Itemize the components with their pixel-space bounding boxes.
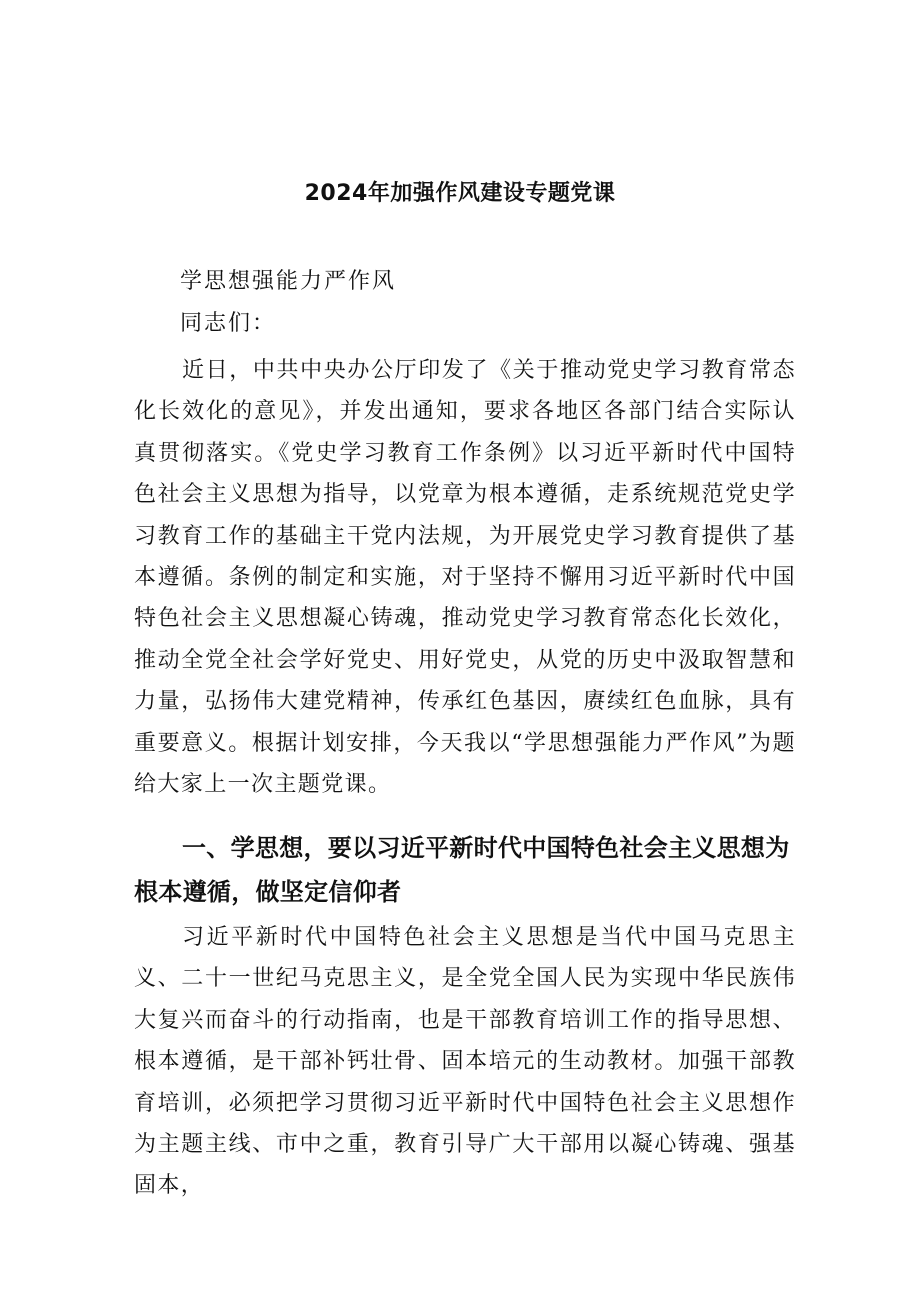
section-heading-1: 一、学思想，要以习近平新时代中国特色社会主义思想为根本遵循，做坚定信仰者 (134, 834, 790, 906)
document-subtitle: 学思想强能力严作风 (180, 269, 397, 294)
greeting: 同志们： (180, 311, 277, 336)
paragraph-intro: 近日，中共中央办公厅印发了《关于推动党史学习教育常态化长效化的意见》，并发出通知，要求各地区各部门结合实际认真贯彻落实。《党史学习教育工作条例》以习近平新时代中国特色社会主义思想为指导，以党章为根本遵循，走系统规范党史学习教育工作的基础主干党内法规，为开展党史学习教育提供了基本遵循。条例的制定和实施，对于坚持不懈用习近平新时代中国特色社会主义思想凝心铸魂，推动党史学习教育常态化长效化，推动全党全社会学好党史、用好党史，从党的历史中汲取智慧和力量，弘扬伟大建党精神，传承红色基因，赓续红色血脉，具有重要意义。根据计划安排，今天我以“学思想强能力严作风”为题给大家上一次主题党课。 (134, 358, 796, 798)
paragraph-section-1: 习近平新时代中国特色社会主义思想是当代中国马克思主义、二十一世纪马克思主义，是全党全国人民为实现中华民族伟大复兴而奋斗的行动指南，也是干部教育培训工作的指导思想、根本遵循，是干部补钙壮骨、固本培元的生动教材。加强干部教育培训，必须把学习贯彻习近平新时代中国特色社会主义思想作为主题主线、市中之重，教育引导广大干部用以凝心铸魂、强基固本， (134, 925, 796, 1199)
document-title: 2024年加强作风建设专题党课 (304, 181, 616, 206)
